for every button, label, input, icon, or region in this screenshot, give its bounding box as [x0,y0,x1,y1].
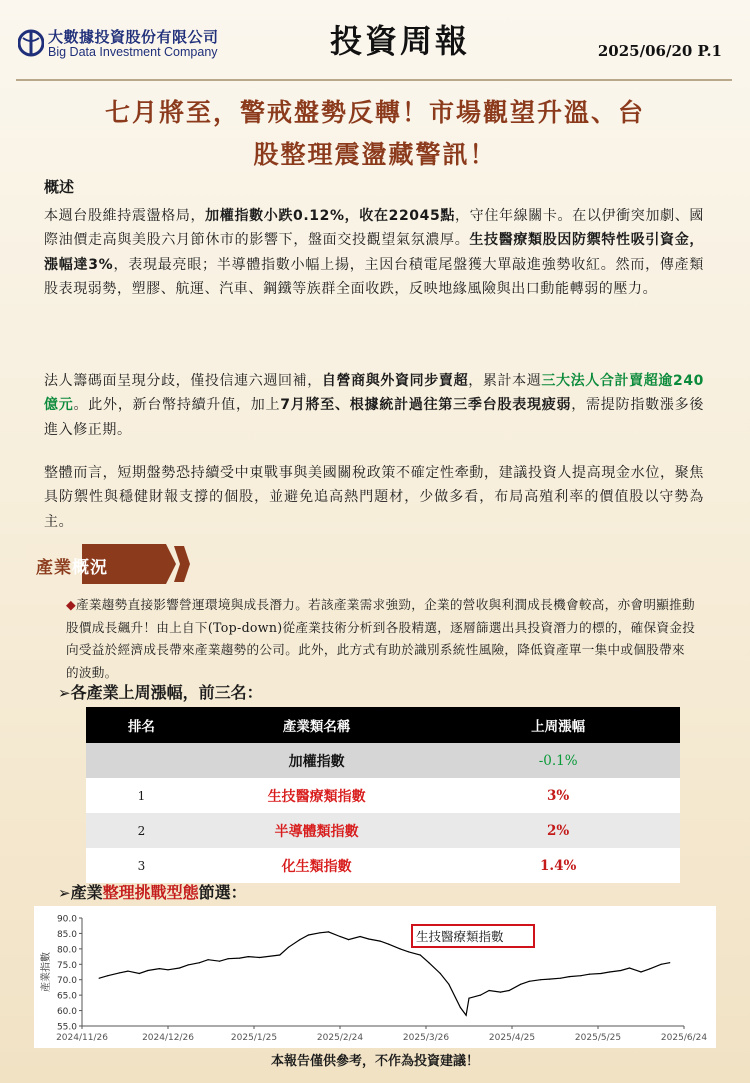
data-point [569,976,570,977]
row-rank: 1 [86,778,197,813]
paragraph-text: ，守住年線關卡。在以伊衝突加劇、國際油價走高與美股六月節休市的影響下，盤面交投觀望氣氛濃厚。 [44,208,704,249]
data-point [600,973,601,974]
disclaimer: 本報告僅供參考，不作為投資建議！ [270,1054,479,1069]
data-point [480,995,481,996]
data-point [448,984,449,985]
pattern-heading-b: 整理挑戰型態 [102,883,199,902]
data-point [500,992,501,993]
data-point [509,990,510,991]
data-point [549,979,550,980]
data-point [319,932,320,933]
company-name-en: Big Data Investment Company [48,45,218,59]
industry-ranking-table [86,707,680,883]
data-point [147,970,148,971]
data-point [620,970,621,971]
header-divider [16,79,732,81]
x-tick-label: 2025/5/25 [574,1033,622,1043]
x-tick-label: 2025/4/25 [488,1033,536,1043]
x-tick-label: 2025/6/24 [660,1033,708,1043]
report-date-page: 2025/06/20 P.1 [597,42,722,60]
data-point [640,971,641,972]
data-point [580,975,581,976]
series-line [99,932,670,1015]
paragraph-text: 整體而言，短期盤勢恐持續受中東戰事與美國關稅政策不確定性牽動，建議投資人提高現金水位，聚焦具防禦性與穩健財報支撐的個股，並避免追高熱門題材，少做多看，布局高殖利率的價值股以守勢為主。 [44,465,704,530]
company-logo-icon [18,28,44,58]
paragraph-text: 。此外，新台幣持續升值，加上 [73,397,281,414]
x-tick-label: 2024/11/26 [56,1033,108,1043]
data-point [228,958,229,959]
data-point [440,973,441,974]
table-row [86,813,680,848]
data-point [248,956,249,957]
arrow-bullet-icon: ➢ [58,884,71,902]
banner-text-a: 產業 [36,558,72,578]
data-point [466,1015,467,1016]
y-tick-label: 60.0 [56,1007,77,1018]
data-point [420,954,421,955]
pattern-heading [58,880,247,903]
row-rank: 3 [86,848,197,883]
data-point [589,974,590,975]
x-tick-label: 2024/12/26 [142,1033,194,1043]
table-header-row [86,707,680,743]
company-name-cn: 大數據投資股份有限公司 [48,28,219,46]
overview-paragraph-2 [44,369,704,442]
x-tick-label: 2025/3/26 [402,1033,450,1043]
data-point [308,934,309,935]
table-header-name: 產業類名稱 [197,707,436,743]
row-change: 2% [436,813,680,848]
data-point [299,939,300,940]
pattern-heading-a: 產業 [70,883,103,902]
y-tick-label: 90.0 [56,914,77,925]
row-rank [86,743,197,778]
emphasis-text: 自營商與外資同步賣超 [321,373,469,389]
data-point [167,969,168,970]
data-point [219,961,220,962]
y-tick-label: 80.0 [56,945,77,956]
data-point [99,978,100,979]
headline-line-2: 股整理震盪藏警訊！ [253,140,497,169]
data-point [649,968,650,969]
data-point [629,967,630,968]
banner-text-b: 概況 [72,558,108,578]
overview-paragraph-1 [44,204,704,301]
data-point [408,951,409,952]
legend-label: 生技醫療類指數 [416,929,504,944]
industry-intro [66,594,696,684]
table-header-rank: 排名 [86,707,197,743]
pattern-heading-c: 節選： [198,883,247,902]
overview-label: 概述 [44,178,75,196]
paragraph-text: 本週台股維持震盪格局， [44,208,206,224]
top3-heading-text: 各產業上周漲幅，前三名： [70,683,263,702]
data-point [188,964,189,965]
data-point [520,984,521,985]
x-tick-label: 2025/1/25 [230,1033,278,1043]
data-point [288,947,289,948]
x-tick-label: 2025/2/24 [316,1033,364,1043]
table-row [86,848,680,883]
data-point [540,979,541,980]
y-tick-label: 75.0 [56,960,77,971]
report-title: 投資周報 [329,22,470,60]
chart-svg [34,906,716,1048]
row-rank: 2 [86,813,197,848]
data-point [529,981,530,982]
paragraph-text: ，需提防指數漲多後進入修正期。 [44,397,704,438]
row-change: 1.4% [436,848,680,883]
data-point [489,990,490,991]
data-point [107,975,108,976]
industry-index-chart [34,906,716,1048]
data-point [661,964,662,965]
table-row [86,743,680,778]
y-tick-label: 85.0 [56,929,77,940]
paragraph-text: ，表現最亮眼；半導體指數小幅上揚，主因台積電尾盤獲大單敲進強勢收紅。然而，傳產類股表現弱勢，塑膠、航運、汽車、鋼鐵等族群全面收跌，反映地緣風險與出口動能轉弱的壓力。 [44,256,704,297]
paragraph-text: 法人籌碼面呈現分歧，僅投信連六週回補， [44,373,322,389]
row-change: 3% [436,778,680,813]
row-name: 加權指數 [197,743,436,778]
emphasis-text: 生技醫療類股因防禦特性吸引資金，漲幅達3% [44,232,704,273]
data-point [259,957,260,958]
row-name: 半導體類指數 [197,813,436,848]
data-point [127,971,128,972]
data-point [208,959,209,960]
headline-line-1: 七月將至，警戒盤勢反轉！市場觀望升溫、台 [104,98,645,127]
y-tick-label: 70.0 [56,976,77,987]
y-tick-label: 55.0 [56,1022,77,1033]
report-header [0,0,750,82]
emphasis-text: 三大法人合計賣超逾240億元 [44,373,705,414]
row-name: 化生類指數 [197,848,436,883]
top3-heading [58,680,263,703]
data-point [388,944,389,945]
data-point [669,962,670,963]
company-logo [18,26,258,66]
arrow-bullet-icon: ➢ [58,684,71,702]
diamond-bullet-icon: ◆ [66,597,76,612]
data-point [348,939,349,940]
data-point [380,941,381,942]
table-row [86,778,680,813]
data-point [400,948,401,949]
headline [30,92,720,176]
table-header-change: 上周漲幅 [436,707,680,743]
data-point [279,954,280,955]
data-point [119,972,120,973]
y-axis-label: 產業指數 [41,952,52,992]
row-name: 生技醫療類指數 [197,778,436,813]
industry-banner-label [36,553,108,578]
data-point [460,1007,461,1008]
data-point [139,973,140,974]
industry-banner [26,544,190,584]
row-change: -0.1% [436,743,680,778]
data-point [368,938,369,939]
data-point [560,978,561,979]
paragraph-text: ，累計本週 [468,373,542,389]
data-point [609,971,610,972]
data-point [428,962,429,963]
data-point [339,936,340,937]
data-point [159,968,160,969]
overview-paragraph-3 [44,461,704,534]
data-point [468,998,469,999]
emphasis-text: 7月將至、根據統計過往第三季台股表現疲弱 [280,397,572,414]
data-point [239,958,240,959]
industry-intro-text: 產業趨勢直接影響營運環境與成長潛力。若該產業需求強勁，企業的營收與利潤成長機會較高，亦會明顯推動股價成長飆升！由上自下(Top-down)從產業技術分析到各股精選，逐層篩選出具投資潛力的標的，確保資金投向受益於經濟成長帶來產業趨勢的公司。此外，此方式有助於識別系統性風險，降低資產單一集中或個股帶來的波動。 [66,597,696,680]
data-point [360,936,361,937]
data-point [179,967,180,968]
emphasis-text: 加權指數小跌0.12%，收在22045點 [205,208,456,224]
y-tick-label: 65.0 [56,991,77,1002]
data-point [328,931,329,932]
data-point [199,962,200,963]
